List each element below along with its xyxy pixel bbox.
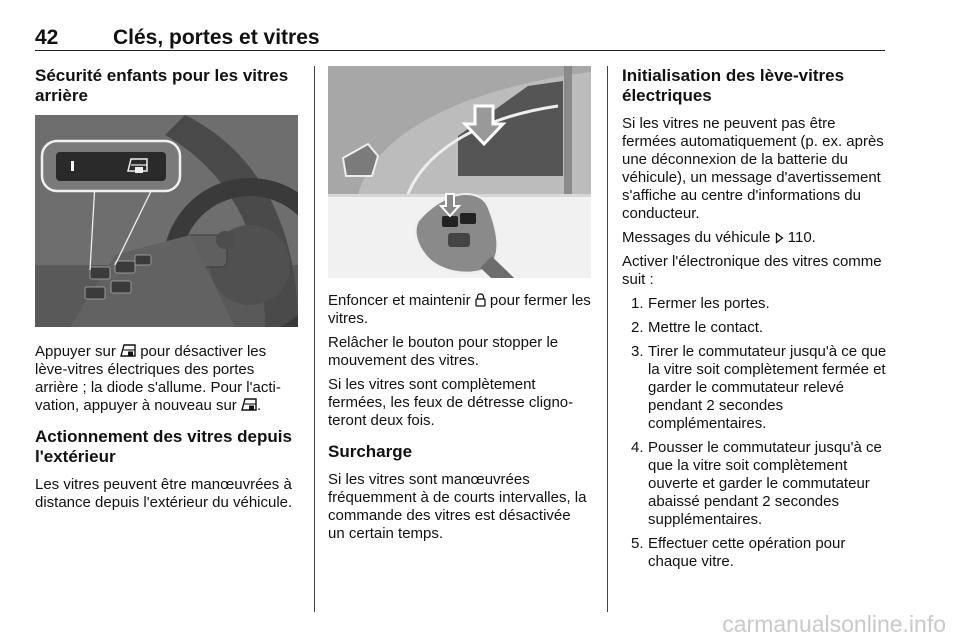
remote-key-illustration (328, 66, 591, 278)
initialisation-steps (622, 295, 887, 571)
page-number: 42 (35, 26, 59, 49)
paragraph-child-lock: Appuyer sur pour désactiver les lève-vitres électriques des portes arrière ; la diode s'allume. Pour l'activation, appuyer à nouveau sur . (35, 343, 281, 414)
list-item: 4. Pousser le commutateur jusqu'à ce que la vitre soit complètement ouverte et garder le commutateur abaissé pendant 2 secondes supplémentaires. (631, 439, 882, 528)
paragraph-release-button: Relâcher le bouton pour stopper le mouvement des vitres. (328, 334, 559, 369)
paragraph-exterior-operation: Les vitres peuvent être manœuvrées à distance depuis l'extérieur du véhicule. (35, 476, 293, 511)
column-divider-1 (314, 66, 315, 612)
page-header (35, 26, 885, 51)
list-item: 3. Tirer le commutateur jusqu'à ce que la vitre soit complètement fermée et garder le commutateur relevé pendant 2 secondes complémentaires. (631, 343, 887, 432)
column-divider-2 (607, 66, 608, 612)
triangle-arrow-icon (775, 232, 784, 244)
list-item: 5. Effectuer cette opération pour chaque vitre. (631, 535, 846, 570)
list-item: 1. Fermer les portes. (631, 295, 770, 312)
figure-door-switch-panel (35, 115, 298, 327)
paragraph-overload: Si les vitres sont manœuvrées fréquemment à de courts intervalles, la commande des vitres est désactivée un certain temps. (328, 471, 587, 542)
column-1 (35, 66, 298, 518)
paragraph-activate-electronics: Activer l'électronique des vitres comme suit : (622, 253, 882, 288)
paragraph-initialisation-intro: Si les vitres ne peuvent pas être fermées automatiquement (p. ex. après une déconnexion de la batterie du véhicule), un message d'avertissement s'affiche au centre d'informations du conducteur. (622, 115, 884, 222)
window-lock-icon (120, 344, 136, 358)
padlock-icon (475, 292, 486, 307)
column-2 (328, 66, 591, 549)
figure-remote-window-close (328, 66, 591, 278)
paragraph-hazard-flash: Si les vitres sont complètement fermées, les feux de détresse clignoteront deux fois. (328, 376, 574, 429)
window-lock-icon (241, 398, 257, 412)
section-heading-overload: Surcharge (328, 442, 413, 461)
chapter-title: Clés, portes et vitres (113, 26, 320, 49)
column-3 (622, 66, 887, 577)
section-heading-child-safety: Sécurité enfants pour les vitres arrière (35, 66, 289, 105)
section-heading-exterior-operation: Actionnement des vitres depuis l'extérieur (35, 427, 292, 466)
list-item: 2. Mettre le contact. (631, 319, 764, 336)
paragraph-vehicle-messages: Messages du véhicule 110. (622, 229, 816, 246)
watermark: carmanualsonline.info (722, 611, 946, 637)
section-heading-initialisation: Initialisation des lève-vitres électriques (622, 66, 845, 105)
paragraph-press-and-hold: Enfoncer et maintenir pour fermer les vitres. (328, 292, 591, 327)
door-switch-illustration (35, 115, 298, 327)
